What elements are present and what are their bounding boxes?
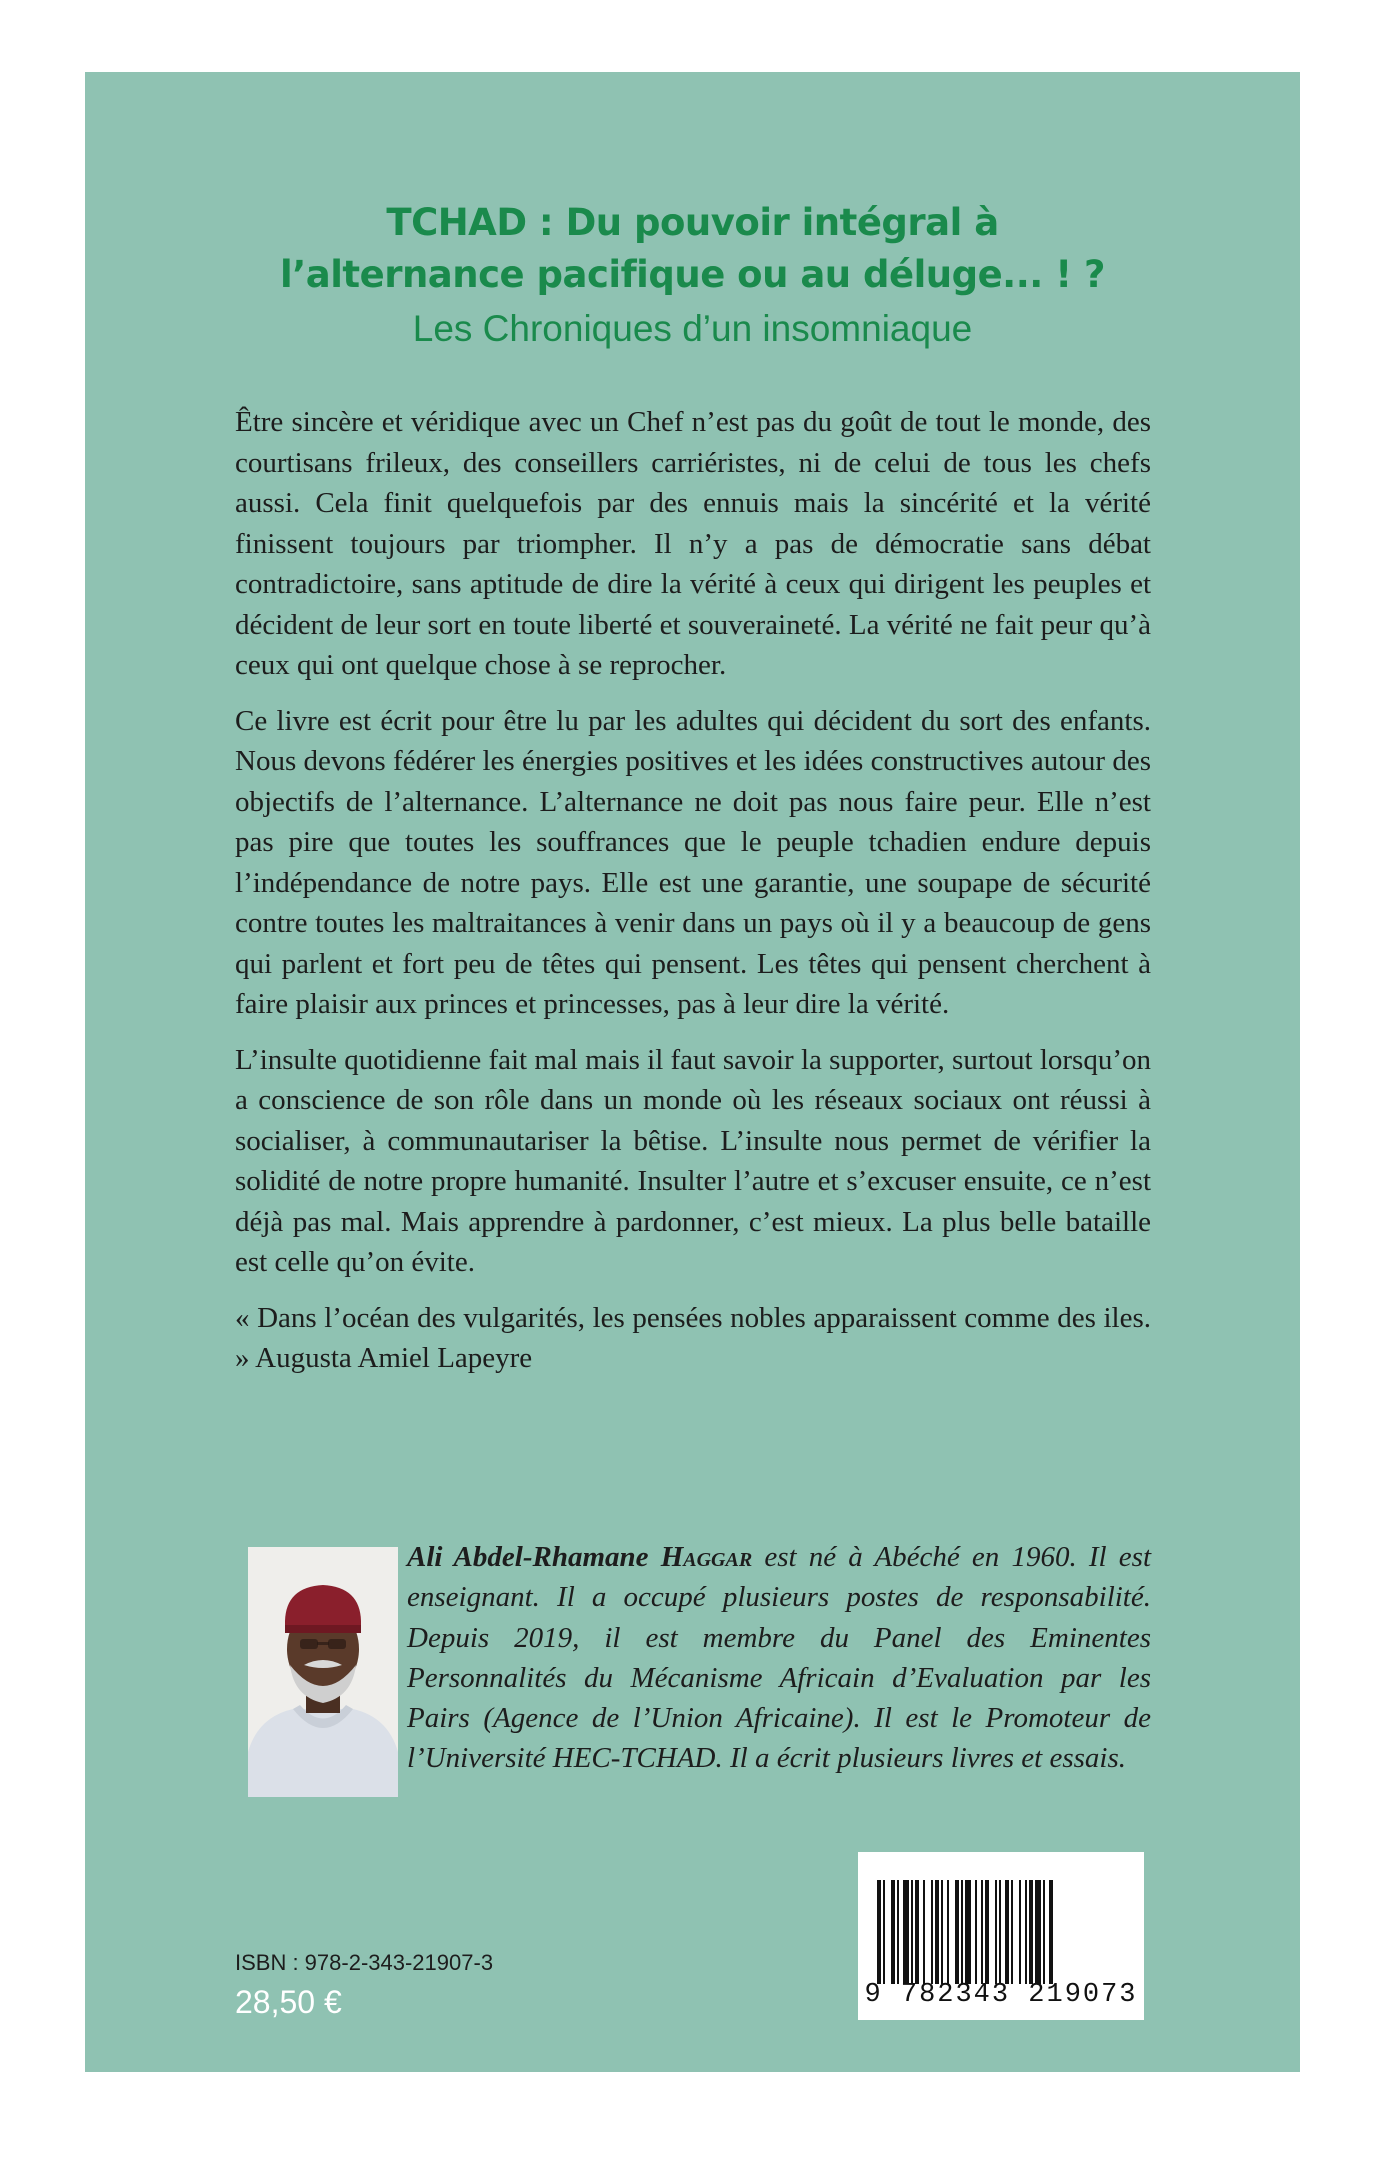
author-first-names: Ali Abdel-Rhamane [407, 1541, 649, 1573]
photo-spacer [235, 1537, 407, 1807]
subtitle: Les Chroniques d’un insomniaque [412, 308, 973, 349]
title-line-1: TCHAD : Du pouvoir intégral à [386, 201, 999, 244]
barcode-digits: 9 782343 219073 [864, 1980, 1138, 2010]
barcode-bars-icon [873, 1880, 1129, 1984]
author-surname: Haggar [660, 1541, 753, 1573]
isbn-label: ISBN : 978-2-343-21907-3 [235, 1950, 494, 1975]
barcode [858, 1852, 1144, 2020]
paragraph-2: Ce livre est écrit pour être lu par les adultes qui décident du sort des enfants. Nous devons fédérer les énergies positives et les idées constructives autour des objectifs de l’alternance. L’alternance ne doit pas nous faire peur. Elle n’est pas pire que toutes les souffrances que le peuple tchadien endure depuis l’indépendance de notre pays. Elle est une garantie, une soupape de sécurité contre toutes les maltraitances à venir dans un pays où il y a beaucoup de gens qui parlent et fort peu de têtes qui pensent. Les têtes qui pensent cherchent à faire plaisir aux princes et princesses, pas à leur dire la vérité. [235, 704, 1151, 1020]
paragraph-1: Être sincère et véridique avec un Chef n’est pas du goût de tout le monde, des courtisans frileux, des conseillers carriéristes, ni de celui de tous les chefs aussi. Cela finit quelquefois par des ennuis mais la sincérité et la vérité finissent toujours par triompher. Il n’y a pas de démocratie sans débat contradictoire, sans aptitude de dire la vérité à ceux qui dirigent les peuples et décident de leur sort en toute liberté et souveraineté. La vérité ne fait peur qu’à ceux qui ont quelque chose à se reprocher. [235, 406, 1151, 681]
blurb-text [235, 402, 1151, 1394]
author-bio [235, 1537, 1151, 1807]
price-label: 28,50 € [235, 1984, 342, 2020]
title-line-2: l’alternance pacifique ou au déluge... ! ? [280, 253, 1105, 296]
quote-paragraph: « Dans l’océan des vulgarités, les pensées nobles apparaissent comme des iles. » Augusta Amiel Lapeyre [235, 1301, 1151, 1374]
author-bio-text: est né à Abéché en 1960. Il est enseignant. Il a occupé plusieurs postes de responsabilité. Depuis 2019, il est membre du Panel des Eminentes Personnalités du Mécanisme Africain d’Evaluation par les Pairs (Agence de l’Union Africaine). Il est le Promoteur de l’Université HEC-TCHAD. Il a écrit plusieurs livres et essais. [407, 1541, 1152, 1775]
paragraph-3: L’insulte quotidienne fait mal mais il faut savoir la supporter, surtout lorsqu’on a conscience de son rôle dans un monde où les réseaux sociaux ont réussi à socialiser, à communautariser la bêtise. L’insulte nous permet de vérifier la solidité de notre propre humanité. Insulter l’autre et s’excuser ensuite, ce n’est déjà pas mal. Mais apprendre à pardonner, c’est mieux. La plus belle bataille est celle qu’on évite. [235, 1043, 1151, 1278]
book-back-cover [85, 72, 1300, 2072]
